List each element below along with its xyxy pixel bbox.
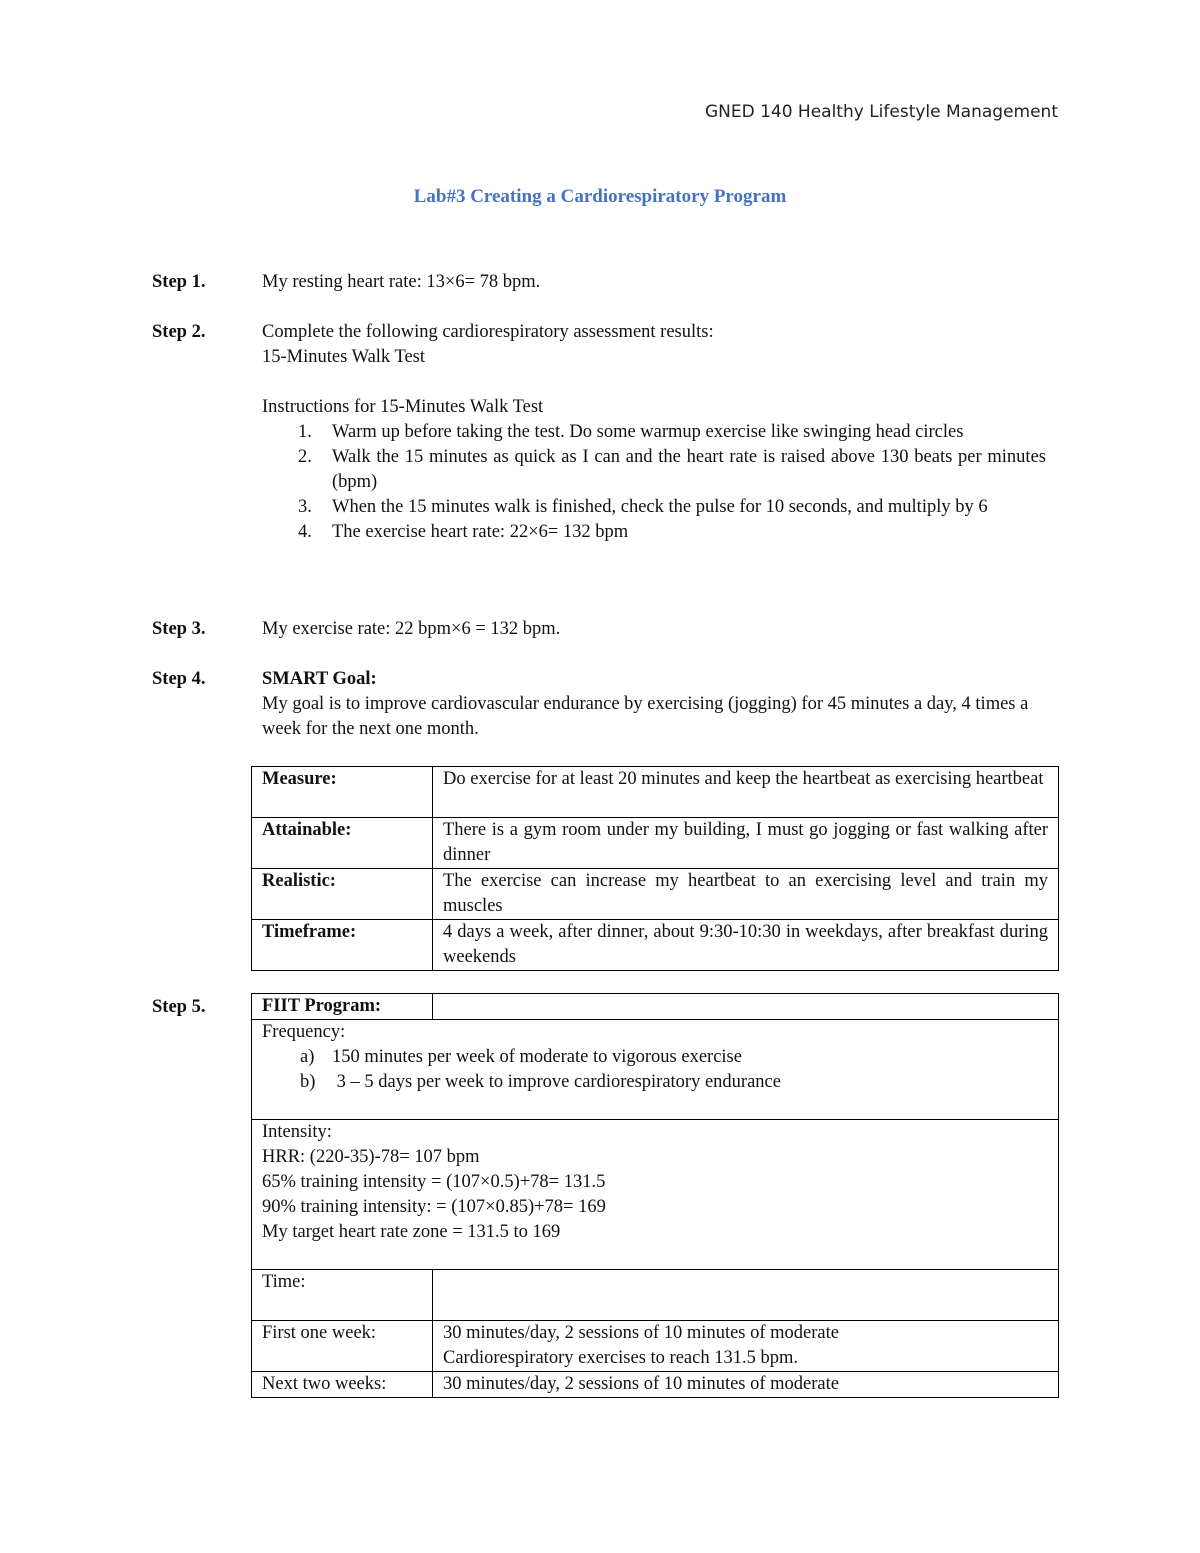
step-2-line-1: Complete the following cardiorespiratory assessment results: [262,322,714,342]
list-item [262,1070,1048,1095]
list-text: 3 – 5 days per week to improve cardiorespiratory endurance [332,1072,781,1092]
document-title: Lab#3 Creating a Cardiorespiratory Program [413,186,787,207]
step-2-body [262,320,1046,545]
instructions-title: Instructions for 15-Minutes Walk Test [262,397,544,417]
course-header: GNED 140 Healthy Lifestyle Management [704,102,1058,122]
step-2-line-2: 15-Minutes Walk Test [262,347,426,367]
table-row [252,1020,1059,1120]
intensity-zone: My target heart rate zone = 131.5 to 169 [262,1222,561,1242]
list-number: 2. [298,447,312,467]
first-week-label: First one week: [252,1321,433,1372]
table-value: The exercise can increase my heartbeat to an exercising level and train my muscles [433,869,1059,920]
table-row [252,767,1059,818]
intensity-title: Intensity: [262,1122,332,1142]
table-key: Realistic: [252,869,433,920]
instructions-list [262,420,1046,545]
list-text: Walk the 15 minutes as quick as I can and the heart rate is raised above 130 beats per minutes (bpm) [332,447,1046,492]
table-row [252,994,1059,1020]
next-weeks-label: Next two weeks: [252,1372,433,1398]
step-3-label: Step 3. [152,619,206,639]
fiit-table [251,993,1059,1398]
first-week-line-2: Cardiorespiratory exercises to reach 131.5 bpm. [443,1348,798,1368]
table-row [252,1120,1059,1270]
spacer [262,370,1046,395]
table-row [252,1321,1059,1372]
list-text: When the 15 minutes walk is finished, check the pulse for 10 seconds, and multiply by 6 [332,497,988,517]
frequency-list [262,1045,1048,1095]
table-key: Measure: [252,767,433,818]
step-3-text: My exercise rate: 22 bpm×6 = 132 bpm. [262,619,561,639]
list-item [262,495,1046,520]
table-value: 4 days a week, after dinner, about 9:30-10:30 in weekdays, after breakfast during weekends [433,920,1059,971]
list-text: The exercise heart rate: 22×6= 132 bpm [332,522,629,542]
list-item [262,1045,1048,1070]
table-row [252,920,1059,971]
step-1-label: Step 1. [152,272,206,292]
list-number: 4. [298,522,312,542]
time-label: Time: [252,1270,433,1321]
smart-goal-text: My goal is to improve cardiovascular endurance by exercising (jogging) for 45 minutes a day, 4 times a week for the next one month. [262,694,1029,739]
fiit-heading: FIIT Program: [252,994,433,1020]
list-number: 3. [298,497,312,517]
list-number: 1. [298,422,312,442]
table-cell-empty [433,1270,1059,1321]
table-row [252,818,1059,869]
table-row [252,1270,1059,1321]
list-text: 150 minutes per week of moderate to vigorous exercise [332,1047,742,1067]
table-row [252,869,1059,920]
first-week-line-1: 30 minutes/day, 2 sessions of 10 minutes of moderate [443,1323,839,1343]
list-number: b) [300,1072,316,1092]
table-value: There is a gym room under my building, I must go jogging or fast walking after dinner [433,818,1059,869]
step-1-text: My resting heart rate: 13×6= 78 bpm. [262,272,541,292]
first-week-value [433,1321,1059,1372]
list-item [262,420,1046,445]
step-4-body [262,667,1037,742]
next-weeks-value: 30 minutes/day, 2 sessions of 10 minutes of moderate [433,1372,1059,1398]
smart-table [251,766,1059,971]
frequency-title: Frequency: [262,1022,346,1042]
list-item [262,520,1046,545]
step-5-label: Step 5. [152,997,206,1017]
table-value: Do exercise for at least 20 minutes and keep the heartbeat as exercising heartbeat [433,767,1059,818]
table-key: Attainable: [252,818,433,869]
step-4-label: Step 4. [152,669,206,689]
list-number: a) [300,1047,315,1067]
smart-goal-heading: SMART Goal: [262,669,377,689]
table-cell-empty [433,994,1059,1020]
intensity-65: 65% training intensity = (107×0.5)+78= 131.5 [262,1172,606,1192]
step-2-label: Step 2. [152,322,206,342]
frequency-cell [252,1020,1059,1120]
intensity-cell [252,1120,1059,1270]
list-item [262,445,1046,495]
table-row [252,1372,1059,1398]
list-text: Warm up before taking the test. Do some warmup exercise like swinging head circles [332,422,964,442]
table-key: Timeframe: [252,920,433,971]
intensity-90: 90% training intensity: = (107×0.85)+78= 169 [262,1197,606,1217]
intensity-hrr: HRR: (220-35)-78= 107 bpm [262,1147,480,1167]
